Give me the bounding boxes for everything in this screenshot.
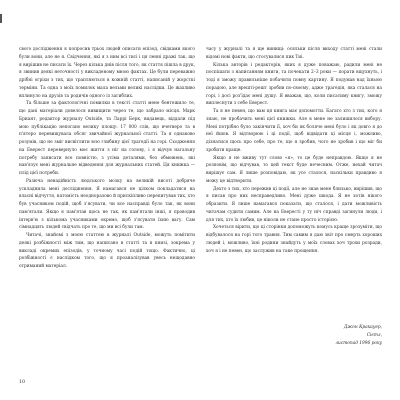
- paragraph: свого дослідження я попросив трьох людей описати епізод, свідками якого були вони, але не я. Свідчення, які я з ним всі тисі і ця ленні дражі так, що я вирішив не писати їх. Через кілька днів після того, як стаття пішла в друк, я звинив деякі неточності у викладеному мною фактах. Це були переважно дрібні огріхи з тих, що трапляються в кожній статті, написаній у жорсткі терміни. Та одна з моїх помилок мала вельми великі наслідки. Це жахливо вплинуло на друзів та родичів одного із загиблих.: [19, 47, 195, 99]
- paragraph: Та більше за фактологічні помилки в тексті статті мене бентежило те, що дані матеріали довелося вивищити через те, що забрало місця. Марк Бриант, редактор журналу Outside, та Ларрі Берк, видавець, віддали під мою публікацію непогано велику площу: 17 000 слів, що вчетверо та в п'ятеро перевищувала обсяг звичайної журнальної статті. Та я однаково розумів, що не зміг висвітлити всю глибину цієї трагедії на горі. Сходження на Еверест перевернуло моє життя з ніг на голову, і я відчув нагальну потребу записати все повністю, з усіма деталями, без обмежень, які нав'язує мені журнальне відведення для журнальних статей. Ця книжка — плід цієї потреби.: [19, 101, 195, 176]
- paragraph: часу у журналі та я ще винищі: осяльки після виходу статті мені стали відомі нові факти, що стосувалися пик Тиі.: [206, 47, 382, 60]
- paragraph: Дехто з тих, хто пережив ці події, але не знав мене близько, вирішив, що я писав про них несправедливо. Мені дуже шкода. Я не хотів нікого образити. Я лише намагався показати, що сталося, і дати можливість читачам судити самим. Але на Евересті у ту ніч справді загинули люди, і для тих, хто їх любив, це ніколи не стане просто історією.: [206, 186, 382, 223]
- paragraph: Та я не певен, що вам ця книга має допомогти. Багато хто з тих, кого я знаю, не пробачить мені цієї книжки. Але в мене не залишилося вибору. Мені потрібно було закінчити її, хоч би як боляче мені було і як довго я до неї йшов. Я відтворюю і ці події, щоб відвідати ці місця і, можливо, дізнатися щось про себе, про те, що я зробив, чого не зробив і що міг би зробити краще.: [206, 109, 382, 153]
- paragraph: Разюча ненадійність людського мозку на великій висоті добряче ускладнила мені дослідження. Я намагався не цілком покладатися на власні відчуття, натомість неодноразово й прискіпливо перепитував тих, хто був учасником подій, щоб з'ясувати, чи все насправді було так, як вони пам'ятали. Якщо я пам'ятав щось не так, як пам'ятали інші, я проводив інтерв'ю з кількома учасниками окремо, щоб з'ясувати їхню вагу. Сам сімнадцять людей свідчать про те, що ми всі були там.: [19, 178, 195, 231]
- right-text-column: [206, 46, 382, 255]
- signature-date: листопад 1996 року: [335, 340, 382, 346]
- paragraph: Хочеться вірити, що ці сторінки допоможуть комусь краще зрозуміти, що відбувалося на горі того травня. Тим самим я даю звіт про смерть хороших людей і, можливо, їхні родини знайдуть у моїх словах хоч трохи розради, хоч я і не певен, що заслужив на таке прощення.: [206, 225, 382, 254]
- paragraph: Якщо я не вживу тут слово «я», то це буде неправдою. Якщо я не розповім, що відчував, то цей текст буде нечесним. Отже, нехай читач вирішує сам. Я лише розповідаю, як усе сталося, наскільки правдиво я можу це відтворити.: [206, 155, 382, 184]
- signature-place: Сієтл,: [366, 332, 382, 338]
- left-text-column: [19, 46, 195, 271]
- paragraph: Кілька авторів і редакторів, яких я дуже поважаю, радили мені не поспішати з написанням книги, та почекати 2–3 роки — порати вщухнуть, і тоді я зможу правильніше побачити повну картину. Я подумав над їхньою порадою, але врешті-решт зробив по-своєму, адже трагедія, яка сталася на горі, і досі роз'їдає мені душу. Я вважав, що, коли писатиму книгу, зможу виплеснути з себе Еверест.: [206, 62, 382, 107]
- page-edge-mark: [0, 14, 2, 23]
- signature-author: Джон Кракауер,: [343, 325, 382, 330]
- page-number: 10: [19, 380, 26, 385]
- author-signature: [206, 324, 382, 347]
- paragraph: Читачі, знайомі з моєю статтею в журналі Outside, можуть помітити деякі розбіжності між тим, що написано в статті та в книзі, зокрема у викладі окремих епізодів, у точному часі подій тощо. Фактично, ці розбіжності є наслідком того, що я проаналізував увесь нещодавно отриманий матеріал.: [19, 233, 195, 269]
